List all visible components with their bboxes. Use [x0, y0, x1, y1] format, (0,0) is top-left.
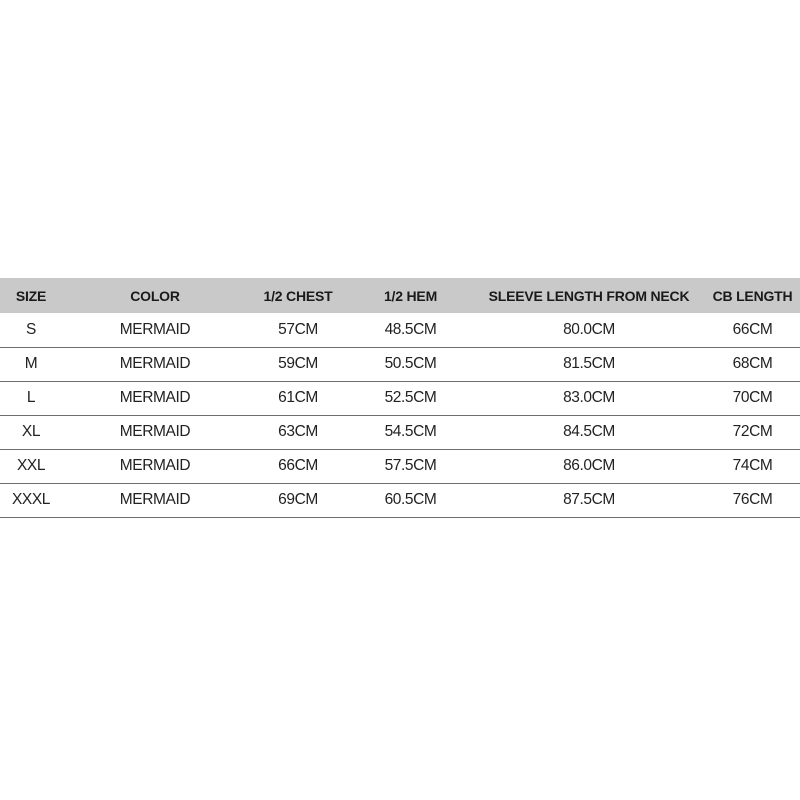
header-row	[0, 278, 800, 313]
cell-half-hem: 57.5CM	[348, 449, 473, 483]
header-sleeve-length: SLEEVE LENGTH FROM NECK	[488, 287, 690, 304]
cell-size: XL	[0, 415, 62, 449]
cell-color: MERMAID	[62, 313, 248, 347]
table-row	[0, 313, 800, 347]
header-half-chest: 1/2 CHEST	[263, 287, 333, 304]
cell-color: MERMAID	[62, 449, 248, 483]
cell-size: M	[0, 347, 62, 381]
table-header	[0, 278, 800, 313]
cell-sleeve-length: 84.5CM	[473, 415, 705, 449]
header-cb-length: CB LENGTH	[712, 287, 793, 304]
cell-sleeve-length: 80.0CM	[473, 313, 705, 347]
header-size: SIZE	[15, 287, 47, 304]
table-row	[0, 449, 800, 483]
header-half-hem: 1/2 HEM	[383, 287, 438, 304]
cell-cb-length: 66CM	[705, 313, 800, 347]
cell-cb-length: 76CM	[705, 483, 800, 517]
cell-cb-length: 74CM	[705, 449, 800, 483]
cell-color: MERMAID	[62, 347, 248, 381]
cell-half-chest: 66CM	[248, 449, 348, 483]
cell-half-hem: 48.5CM	[348, 313, 473, 347]
cell-half-hem: 50.5CM	[348, 347, 473, 381]
table-row	[0, 483, 800, 517]
cell-sleeve-length: 86.0CM	[473, 449, 705, 483]
cell-size: L	[0, 381, 62, 415]
cell-color: MERMAID	[62, 483, 248, 517]
cell-size: XXL	[0, 449, 62, 483]
cell-half-chest: 61CM	[248, 381, 348, 415]
header-color: COLOR	[130, 287, 180, 304]
cell-half-hem: 52.5CM	[348, 381, 473, 415]
cell-color: MERMAID	[62, 381, 248, 415]
cell-half-chest: 59CM	[248, 347, 348, 381]
cell-size: XXXL	[0, 483, 62, 517]
cell-cb-length: 70CM	[705, 381, 800, 415]
cell-sleeve-length: 87.5CM	[473, 483, 705, 517]
size-chart-table	[0, 278, 800, 518]
cell-half-chest: 69CM	[248, 483, 348, 517]
cell-cb-length: 68CM	[705, 347, 800, 381]
cell-color: MERMAID	[62, 415, 248, 449]
cell-sleeve-length: 81.5CM	[473, 347, 705, 381]
cell-sleeve-length: 83.0CM	[473, 381, 705, 415]
table-row	[0, 415, 800, 449]
cell-half-chest: 63CM	[248, 415, 348, 449]
cell-half-chest: 57CM	[248, 313, 348, 347]
table-row	[0, 347, 800, 381]
table-body	[0, 313, 800, 517]
cell-size: S	[0, 313, 62, 347]
cell-cb-length: 72CM	[705, 415, 800, 449]
cell-half-hem: 54.5CM	[348, 415, 473, 449]
table-row	[0, 381, 800, 415]
cell-half-hem: 60.5CM	[348, 483, 473, 517]
